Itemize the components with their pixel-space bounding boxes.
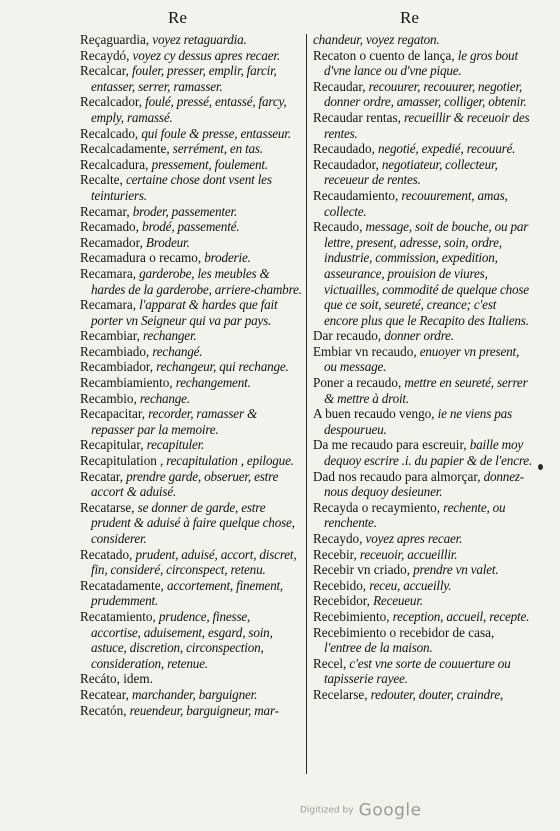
dictionary-entry — [80, 219, 302, 235]
dictionary-entry — [80, 297, 302, 328]
entry-headword: Recatarse, — [80, 499, 135, 515]
dictionary-entry — [313, 157, 533, 188]
entry-definition: enuoyer vn present, ou message. — [324, 343, 520, 375]
running-header — [0, 8, 560, 32]
left-column — [80, 32, 302, 718]
dictionary-entry — [313, 32, 533, 48]
entry-headword: Recebimiento o recebidor de casa, — [313, 624, 495, 640]
entry-headword: Recaudador, — [313, 156, 379, 172]
entry-definition: l'entree de la maison. — [324, 640, 433, 656]
dictionary-entry — [80, 94, 302, 125]
ink-mark — [538, 464, 543, 470]
entry-definition: recueillir & receuoir des rentes. — [324, 109, 530, 141]
dictionary-entry — [313, 219, 533, 328]
dictionary-entry — [313, 469, 533, 500]
entry-definition: broderie. — [201, 250, 251, 266]
entry-headword: Recebimiento, — [313, 608, 390, 624]
entry-headword: Recayda o recaymiento, — [313, 499, 441, 515]
entry-definition: serrément, en tas. — [169, 141, 263, 157]
entry-definition: fouler, presser, emplir, farcir, entasser, serrer, ramasser. — [91, 63, 277, 94]
dictionary-entry — [80, 437, 302, 453]
entry-definition: rechangeur, qui rechange. — [153, 359, 289, 375]
dictionary-entry — [80, 172, 302, 203]
entry-headword: A buen recaudo vengo, — [313, 406, 435, 422]
entry-headword: Recatón, — [80, 702, 127, 718]
dictionary-entry — [80, 547, 302, 578]
entry-definition: recouurement, amas, collecte. — [324, 187, 508, 219]
dictionary-entry — [80, 687, 302, 703]
entry-headword: Recáto, idem. — [80, 671, 153, 687]
entry-definition: foulé, pressé, entassé, farcy, emply, ramassé. — [91, 94, 287, 125]
entry-definition: donner ordre. — [381, 328, 454, 344]
entry-definition: recorder, ramasser & repasser par la memoire. — [91, 406, 258, 437]
dictionary-entry — [313, 48, 533, 79]
dictionary-entry — [80, 469, 302, 500]
dictionary-entry — [80, 609, 302, 671]
entry-definition: l'apparat & hardes que fait porter vn Seigneur qui va par pays. — [91, 297, 278, 328]
entry-definition: chandeur, voyez regaton. — [313, 32, 440, 47]
entry-headword: Dad nos recaudo para almorçar, — [313, 468, 481, 484]
entry-definition: rechanger. — [139, 328, 197, 344]
entry-headword: Recalcadura, — [80, 156, 149, 172]
right-column — [313, 32, 533, 703]
dictionary-entry — [80, 391, 302, 407]
watermark-prefix: Digitized by — [300, 805, 354, 816]
entry-definition: receuoir, accueillir. — [356, 546, 458, 562]
entry-definition: prudent, aduisé, accort, discret, fin, consideré, circonspect, retenu. — [91, 546, 297, 578]
entry-definition: certaine chose dont vsent les teinturiers. — [91, 172, 272, 203]
entry-definition: Receueur. — [369, 593, 423, 609]
entry-headword: Recatear, — [80, 686, 129, 702]
dictionary-entry — [313, 578, 533, 594]
entry-headword: Recaydó, — [80, 47, 130, 63]
entry-headword: Recamara, — [80, 297, 137, 313]
entry-headword: Recaudamiento, — [313, 187, 399, 203]
watermark-logo: Google — [358, 800, 422, 821]
entry-headword: Recel, — [313, 655, 347, 671]
entry-definition: reuendeur, barguigneur, mar- — [126, 702, 279, 718]
dictionary-entry — [80, 235, 302, 251]
entry-definition: recapituler. — [143, 437, 205, 453]
digitized-watermark — [300, 800, 422, 821]
entry-definition: voyez retaguardia. — [149, 32, 247, 47]
entry-definition: c'est vne sorte de couuerture ou tapisserie rayee. — [324, 655, 511, 687]
dictionary-entry — [80, 500, 302, 547]
dictionary-entry — [80, 328, 302, 344]
entry-headword: Recelarse, — [313, 686, 368, 702]
entry-definition: rechangé. — [149, 343, 203, 359]
entry-definition: negotié, expedié, recouuré. — [374, 141, 516, 157]
entry-headword: Dar recaudo, — [313, 328, 382, 344]
dictionary-entry — [313, 593, 533, 609]
entry-definition: negotiateur, collecteur, receueur de rentes. — [324, 156, 498, 188]
dictionary-entry — [313, 344, 533, 375]
entry-headword: Recamado, — [80, 219, 139, 235]
entry-headword: Recambiamiento, — [80, 375, 173, 391]
dictionary-entry — [313, 110, 533, 141]
dictionary-entry — [313, 375, 533, 406]
entry-definition: Brodeur. — [142, 234, 190, 250]
entry-headword: Recatamiento, — [80, 608, 156, 624]
entry-definition: prendre vn valet. — [410, 562, 499, 578]
header-right: Re — [400, 8, 419, 27]
entry-definition: accortement, finement, prudemment. — [91, 577, 284, 609]
entry-definition: recouurer, recouurer, negotier, donner ordre, amasser, colliger, obtenir. — [324, 78, 527, 110]
entry-headword: Recaudo, — [313, 219, 363, 235]
dictionary-entry — [80, 453, 302, 469]
entry-headword: Recaton o cuento de lança, — [313, 47, 455, 63]
entry-definition: baille moy dequoy escrire .i. du papier & de l'encre. — [324, 437, 533, 469]
entry-headword: Recambio, — [80, 390, 137, 406]
dictionary-entry — [313, 625, 533, 656]
dictionary-entry — [80, 32, 302, 48]
dictionary-entry — [80, 344, 302, 360]
entry-headword: Recalcar, — [80, 63, 129, 79]
entry-definition: broder, passementer. — [129, 203, 238, 219]
entry-headword: Recambiado, — [80, 343, 150, 359]
entry-definition: rechange. — [136, 390, 190, 406]
entry-definition: , recapitulation , epilogue. — [156, 453, 294, 469]
dictionary-entry — [313, 656, 533, 687]
entry-definition: prendre garde, obseruer, estre accort & aduisé. — [91, 468, 279, 500]
entry-headword: Recalcado, — [80, 125, 139, 141]
entry-headword: Recalte, — [80, 172, 123, 188]
entry-definition: receu, accueilly. — [366, 577, 452, 593]
dictionary-entry — [313, 562, 533, 578]
entry-headword: Recalcador, — [80, 94, 143, 110]
entry-headword: Recaudar rentas, — [313, 109, 401, 125]
entry-headword: Recebido, — [313, 577, 367, 593]
dictionary-entry — [313, 437, 533, 468]
dictionary-entry — [80, 250, 302, 266]
entry-headword: Embiar vn recaudo, — [313, 343, 417, 359]
entry-definition: reception, accueil, recepte. — [389, 608, 530, 624]
entry-headword: Recapitular, — [80, 437, 144, 453]
entry-headword: Recatar, — [80, 468, 124, 484]
entry-definition: rechangement. — [172, 375, 251, 391]
entry-definition: voyez cy dessus apres recaer. — [129, 47, 280, 63]
entry-headword: Poner a recaudo, — [313, 375, 402, 391]
entry-headword: Recatadamente, — [80, 577, 164, 593]
entry-headword: Recapacitar, — [80, 406, 145, 422]
dictionary-entry — [313, 328, 533, 344]
dictionary-entry — [80, 578, 302, 609]
entry-definition: se donner de garde, estre prudent & aduisé à faire quelque chose, considerer. — [91, 499, 295, 546]
entry-definition: prudence, finesse, accortise, aduisement, esgard, soin, astuce, discretion, circonspection, consideration, retenue. — [91, 608, 273, 671]
entry-definition: donnez-nous dequoy desieuner. — [324, 468, 524, 500]
entry-headword: Recaudar, — [313, 78, 366, 94]
entry-headword: Recalcadamente, — [80, 141, 170, 157]
entry-definition: brodé, passementé. — [138, 219, 240, 235]
entry-headword: Recambiar, — [80, 328, 140, 344]
entry-headword: Recambiador, — [80, 359, 154, 375]
entry-headword: Recaudado, — [313, 141, 375, 157]
dictionary-entry — [313, 79, 533, 110]
dictionary-entry — [80, 375, 302, 391]
dictionary-entry — [80, 703, 302, 719]
entry-headword: Recaydo, — [313, 531, 363, 546]
entry-definition: rechente, ou renchente. — [324, 499, 506, 531]
dictionary-entry — [80, 359, 302, 375]
dictionary-entry — [313, 547, 533, 563]
entry-headword: Recamara, — [80, 265, 137, 281]
dictionary-entry — [313, 531, 533, 547]
entry-definition: message, soit de bouche, ou par lettre, present, adresse, soin, ordre, industrie, commission, expedition, asseurance, prouision de viures, victuailles, commodité de quelque chose que ce soit, seureté, creance; c'est encore plus que le Recapito des Italiens. — [324, 219, 529, 328]
dictionary-entry — [80, 63, 302, 94]
entry-headword: Recamar, — [80, 203, 130, 219]
entry-definition: mettre en seureté, serrer & mettre à droit. — [324, 375, 528, 406]
dictionary-entry — [80, 48, 302, 64]
entry-definition: marchander, barguigner. — [128, 686, 258, 702]
dictionary-entry — [80, 671, 302, 687]
entry-definition: ie ne viens pas despourueu. — [324, 406, 512, 437]
entry-headword: Recebir, — [313, 546, 357, 562]
dictionary-entry — [313, 141, 533, 157]
entry-definition: garderobe, les meubles & hardes de la garderobe, arriere-chambre. — [91, 265, 302, 297]
dictionary-entry — [80, 141, 302, 157]
column-divider — [306, 34, 307, 774]
dictionary-entry — [80, 266, 302, 297]
entry-headword: Recamador, — [80, 234, 143, 250]
dictionary-entry — [313, 500, 533, 531]
entry-definition: voyez apres recaer. — [362, 531, 463, 546]
dictionary-entry — [313, 406, 533, 437]
entry-headword: Recapitulation — [80, 453, 157, 469]
dictionary-entry — [80, 126, 302, 142]
entry-headword: Recamadura o recamo, — [80, 250, 202, 266]
dictionary-entry — [313, 609, 533, 625]
entry-definition: redouter, douter, craindre, — [367, 686, 504, 702]
entry-definition: pressement, foulement. — [148, 156, 268, 172]
entry-headword: Da me recaudo para escreuir, — [313, 437, 467, 453]
header-left: Re — [168, 8, 187, 27]
dictionary-entry — [80, 157, 302, 173]
entry-definition: le gros bout d'vne lance ou d'vne pique. — [324, 47, 518, 79]
entry-headword: Recatado, — [80, 546, 133, 562]
dictionary-entry — [80, 204, 302, 220]
dictionary-entry — [80, 406, 302, 437]
entry-definition: qui foule & presse, entasseur. — [138, 125, 291, 141]
dictionary-entry — [313, 687, 533, 703]
entry-headword: Reçaguardia, — [80, 32, 150, 47]
dictionary-entry — [313, 188, 533, 219]
entry-headword: Recebir vn criado, — [313, 562, 411, 578]
entry-headword: Recebidor, — [313, 593, 370, 609]
